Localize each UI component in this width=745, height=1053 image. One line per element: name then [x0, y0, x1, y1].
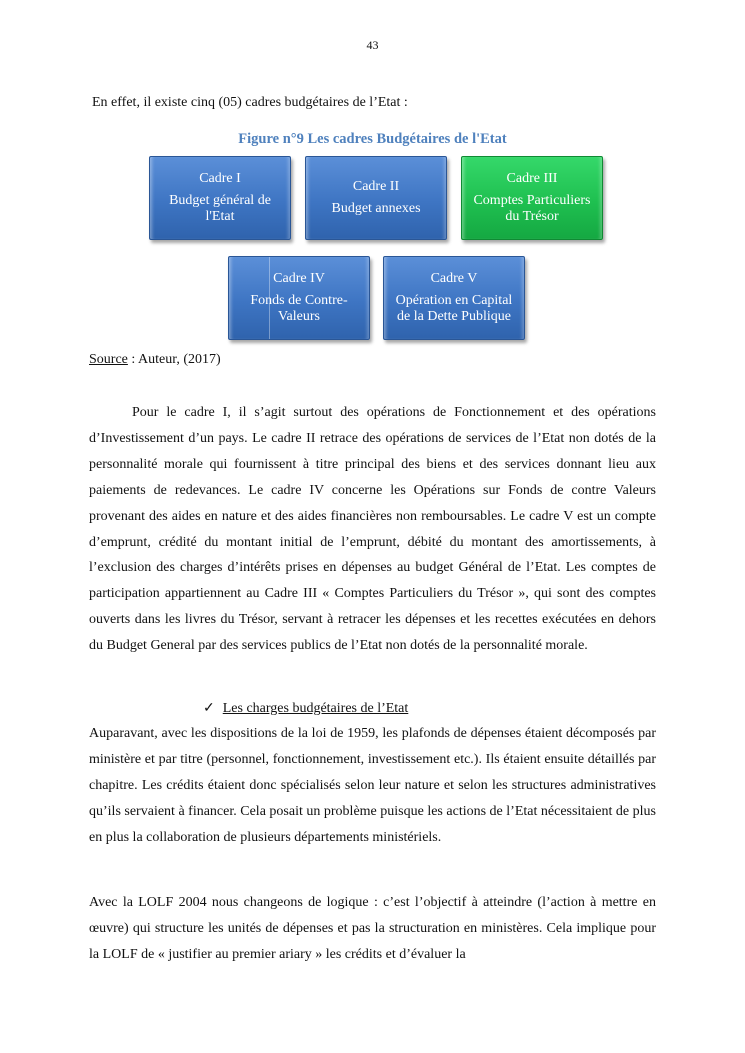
paragraph-cadres: Pour le cadre I, il s’agit surtout des opérations de Fonctionnement et des opérations d’Investissement d’un pays. Le cadre II retrace des opérations de services de l’Etat non dotés de la personnalité morale qui fournissent à titre principal des biens et des services donnant lieu aux paiements de redevances. Le cadre IV concerne les Opérations sur Fonds de contre Valeurs provenant des aides en nature et des aides financières non remboursables. Le cadre V est un compte d’emprunt, crédité du montant initial de l’emprunt, débité du montant des amortissements, à l’exclusion des charges d’intérêts prises en dépenses au budget Général de l’Etat. Les comptes de participation appartiennent au Cadre III « Comptes Particuliers du Trésor », qui sont des comptes ouverts dans les livres du Trésor, servant à retracer les dépenses et les recettes exécutées en dehors du Budget General par des services publics de l’Etat non dotés de la personnalité morale. [89, 405, 656, 654]
cadre-2-title: Cadre II [352, 179, 400, 194]
section-heading-text: Les charges budgétaires de l’Etat [222, 701, 409, 716]
cadre-1-subtitle: Budget général de l'Etat [169, 193, 271, 224]
cadre-3-title: Cadre III [506, 171, 558, 186]
cadre-5-subtitle: Opération en Capital de la Dette Publique [395, 293, 513, 324]
cadre-5-title: Cadre V [430, 271, 478, 286]
source-label: Source [89, 352, 128, 367]
cadre-3-subtitle: Comptes Particuliers du Trésor [473, 193, 591, 224]
cadre-3-box [461, 156, 603, 240]
intro-text: En effet, il existe cinq (05) cadres budgétaires de l’Etat : [92, 95, 408, 110]
figure-source [89, 352, 221, 368]
checkmark-icon: ✓ [203, 701, 215, 716]
source-text: : Auteur, (2017) [127, 352, 221, 367]
figure-title: Figure n°9 Les cadres Budgétaires de l'Etat [238, 131, 507, 147]
cadre-1-box [149, 156, 291, 240]
cadre-4-subtitle: Fonds de Contre-Valeurs [250, 293, 348, 324]
cadre-1-title: Cadre I [199, 171, 241, 186]
paragraph-charges: Auparavant, avec les dispositions de la loi de 1959, les plafonds de dépenses étaient décomposés par ministère et par titre (personnel, fonctionnement, investissement etc.). Ils étaient ensuite détaillés par chapitre. Les crédits étaient donc spécialisés selon leur nature et selon les structures administratives qu’ils servaient à financer. Cela posait un problème puisque les actions de l’Etat nécessitaient de plus en plus la collaboration de plusieurs départements ministériels. [89, 726, 656, 845]
text-cursor-marker [269, 257, 270, 339]
cadre-2-box [305, 156, 447, 240]
cadre-4-title: Cadre IV [273, 271, 325, 286]
page-number: 43 [366, 38, 379, 52]
cadre-5-box [383, 256, 525, 340]
section-heading [203, 700, 408, 717]
cadre-2-subtitle: Budget annexes [331, 201, 421, 216]
paragraph-lolf: Avec la LOLF 2004 nous changeons de logique : c’est l’objectif à atteindre (l’action à mettre en œuvre) qui structure les unités de dépenses et pas la structuration en ministères. Cela implique pour la LOLF de « justifier au premier ariary » les crédits et d’évaluer la [89, 895, 656, 962]
cadre-4-box [228, 256, 370, 340]
